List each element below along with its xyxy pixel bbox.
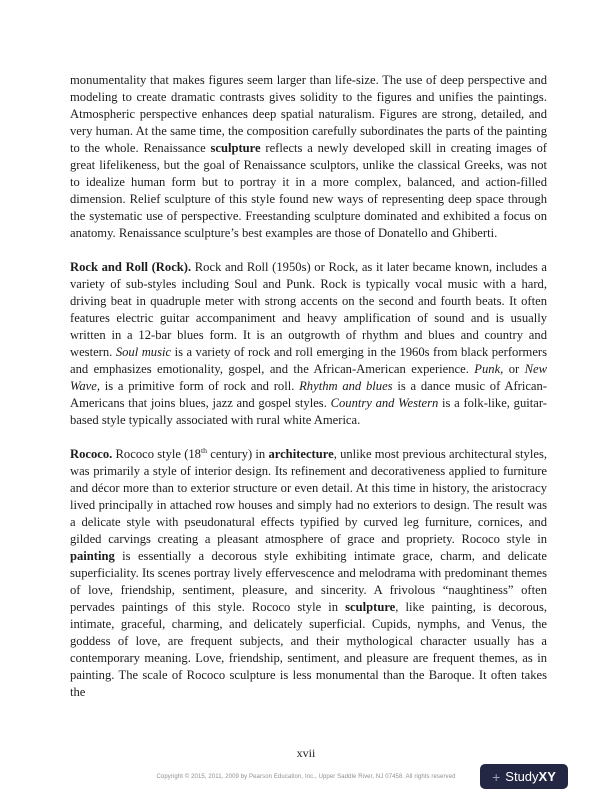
copyright-text: Copyright © 2015, 2011, 2009 by Pearson Education, Inc., Upper Saddle River, NJ 07458. All rights reserved: [156, 774, 456, 780]
studyxy-logo: [480, 764, 568, 789]
body-text: [70, 72, 547, 701]
logo-brand-xy: XY: [538, 769, 556, 784]
paragraph-renaissance-sculpture: monumentality that makes figures seem larger than life-size. The use of deep perspective and modeling to create dramatic contrasts gives solidity to the figures and unifies the paintings. Atmospheric perspective enhances deep spatial naturalism. Figures are strong, detailed, and very human. At the same time, the composition carefully subordinates the parts of the painting to the whole. Renaissance sculpture reflects a newly developed skill in creating images of great lifelikeness, but the goal of Renaissance sculptors, unlike the classical Greeks, was not to idealize human form but to portray it in a more complex, balanced, and action-filled dimension. Relief sculpture of this style found new ways of representing deep space through the systematic use of perspective. Freestanding sculpture dominated and exhibited a focus on anatomy. Renaissance sculpture’s best examples are those of Donatello and Ghiberti.: [70, 73, 548, 240]
logo-brand-study: Study: [505, 769, 539, 784]
paragraph-rock-and-roll: Rock and Roll (Rock). Rock and Roll (1950s) or Rock, as it later became known, includes a variety of sub-styles including Soul and Punk. Rock is typically vocal music with a hard, driving beat in quadruple meter with strong accents on the second and fourth beats. It often features electric guitar accompaniment and heavy amplification of sound and is usually written in a 12-bar blues form. It is an outgrowth of rhythm and blues and country and western. Soul music is a variety of rock and roll emerging in the 1960s from black performers and emphasizes emotionality, gospel, and the African-American experience. Punk, or New Wave, is a primitive form of rock and roll. Rhythm and blues is a dance music of African-Americans that joins blues, jazz and gospel styles. Country and Western is a folk-like, guitar-based style typically associated with rural white America.: [70, 260, 548, 427]
logo-brand-text: [505, 770, 556, 783]
paragraph-rococo: Rococo. Rococo style (18th century) in architecture, unlike most previous architectural styles, was primarily a style of interior design. Its refinement and decorativeness applied to furniture and décor more than to exterior structure or even detail. At this time in history, the aristocracy lived principally in attached row houses and simply had no exteriors to design. The result was a delicate style with pseudonatural effects typified by curved leg furniture, cornices, and gilded carvings creating a pleasant atmosphere of grace and propriety. Rococo style in painting is essentially a decorous style exhibiting intimate grace, charm, and delicate superficiality. Its scenes portray lively effervescence and melodrama with predominant themes of love, friendship, sentiment, pleasure, and sincerity. A frivolous “naughtiness” often pervades paintings of this style. Rococo style in sculpture, like painting, is decorous, intimate, graceful, charming, and delicately superficial. Cupids, nymphs, and Venus, the goddess of love, are frequent subjects, and their mythological character usually has a contemporary meaning. Love, friendship, sentiment, and pleasure are frequent themes, as in painting. The scale of Rococo sculpture is less monumental than the Baroque. It often takes the: [70, 445, 548, 699]
page-number: xvii: [296, 746, 316, 760]
plus-icon: +: [492, 768, 501, 785]
